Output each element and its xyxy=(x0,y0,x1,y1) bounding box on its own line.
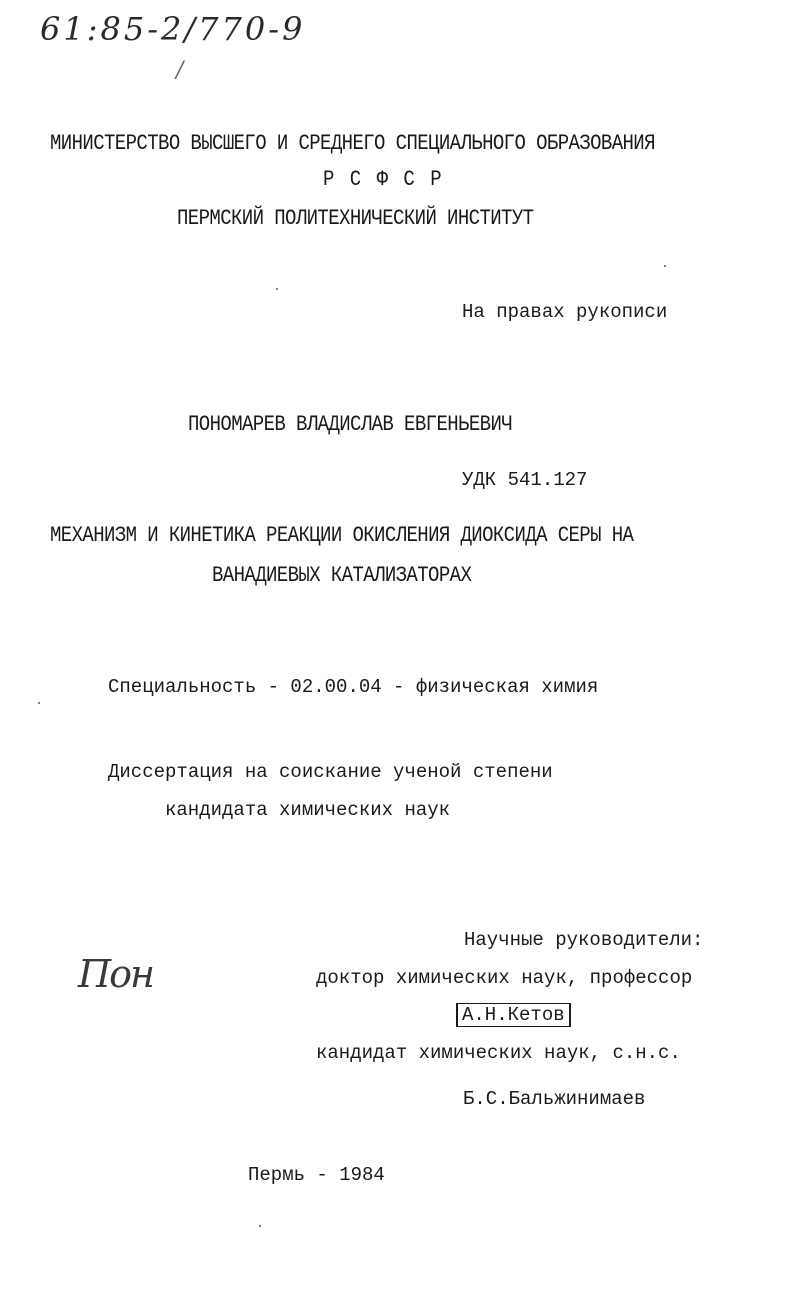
republic-heading: Р С Ф С Р xyxy=(323,166,444,192)
title-line-2: ВАНАДИЕВЫХ КАТАЛИЗАТОРАХ xyxy=(212,562,472,588)
scan-speck xyxy=(664,265,666,267)
scan-speck xyxy=(276,288,278,290)
author-name: ПОНОМАРЕВ ВЛАДИСЛАВ ЕВГЕНЬЕВИЧ xyxy=(188,411,513,437)
dissertation-line-1: Диссертация на соискание ученой степени xyxy=(108,761,553,783)
dissertation-line-2: кандидата химических наук xyxy=(165,799,451,821)
institute-heading: ПЕРМСКИЙ ПОЛИТЕХНИЧЕСКИЙ ИНСТИТУТ xyxy=(177,205,534,231)
second-supervisor-title: кандидат химических наук, с.н.с. xyxy=(316,1042,681,1064)
manuscript-rights: На правах рукописи xyxy=(462,301,668,323)
place-and-year: Пермь - 1984 xyxy=(248,1164,385,1186)
scan-speck xyxy=(259,1225,261,1227)
supervisors-heading: Научные руководители: xyxy=(464,929,704,951)
scan-speck xyxy=(38,702,40,704)
udc-code: УДК 541.127 xyxy=(462,469,588,491)
second-supervisor-name: Б.С.Бальжинимаев xyxy=(463,1088,646,1110)
archive-number-handwritten: 61:85-2/770-9 xyxy=(40,10,306,48)
title-line-1: МЕХАНИЗМ И КИНЕТИКА РЕАКЦИИ ОКИСЛЕНИЯ ДИОКСИДА СЕРЫ НА xyxy=(50,522,634,548)
first-supervisor-name: А.Н.Кетов xyxy=(456,1003,571,1027)
handwritten-signature: Пон xyxy=(78,952,154,996)
pencil-mark: / xyxy=(176,58,184,83)
first-supervisor-title: доктор химических наук, профессор xyxy=(316,967,693,989)
ministry-heading: МИНИСТЕРСТВО ВЫСШЕГО И СРЕДНЕГО СПЕЦИАЛЬНОГО ОБРАЗОВАНИЯ xyxy=(50,130,655,156)
specialty: Специальность - 02.00.04 - физическая химия xyxy=(108,676,599,698)
